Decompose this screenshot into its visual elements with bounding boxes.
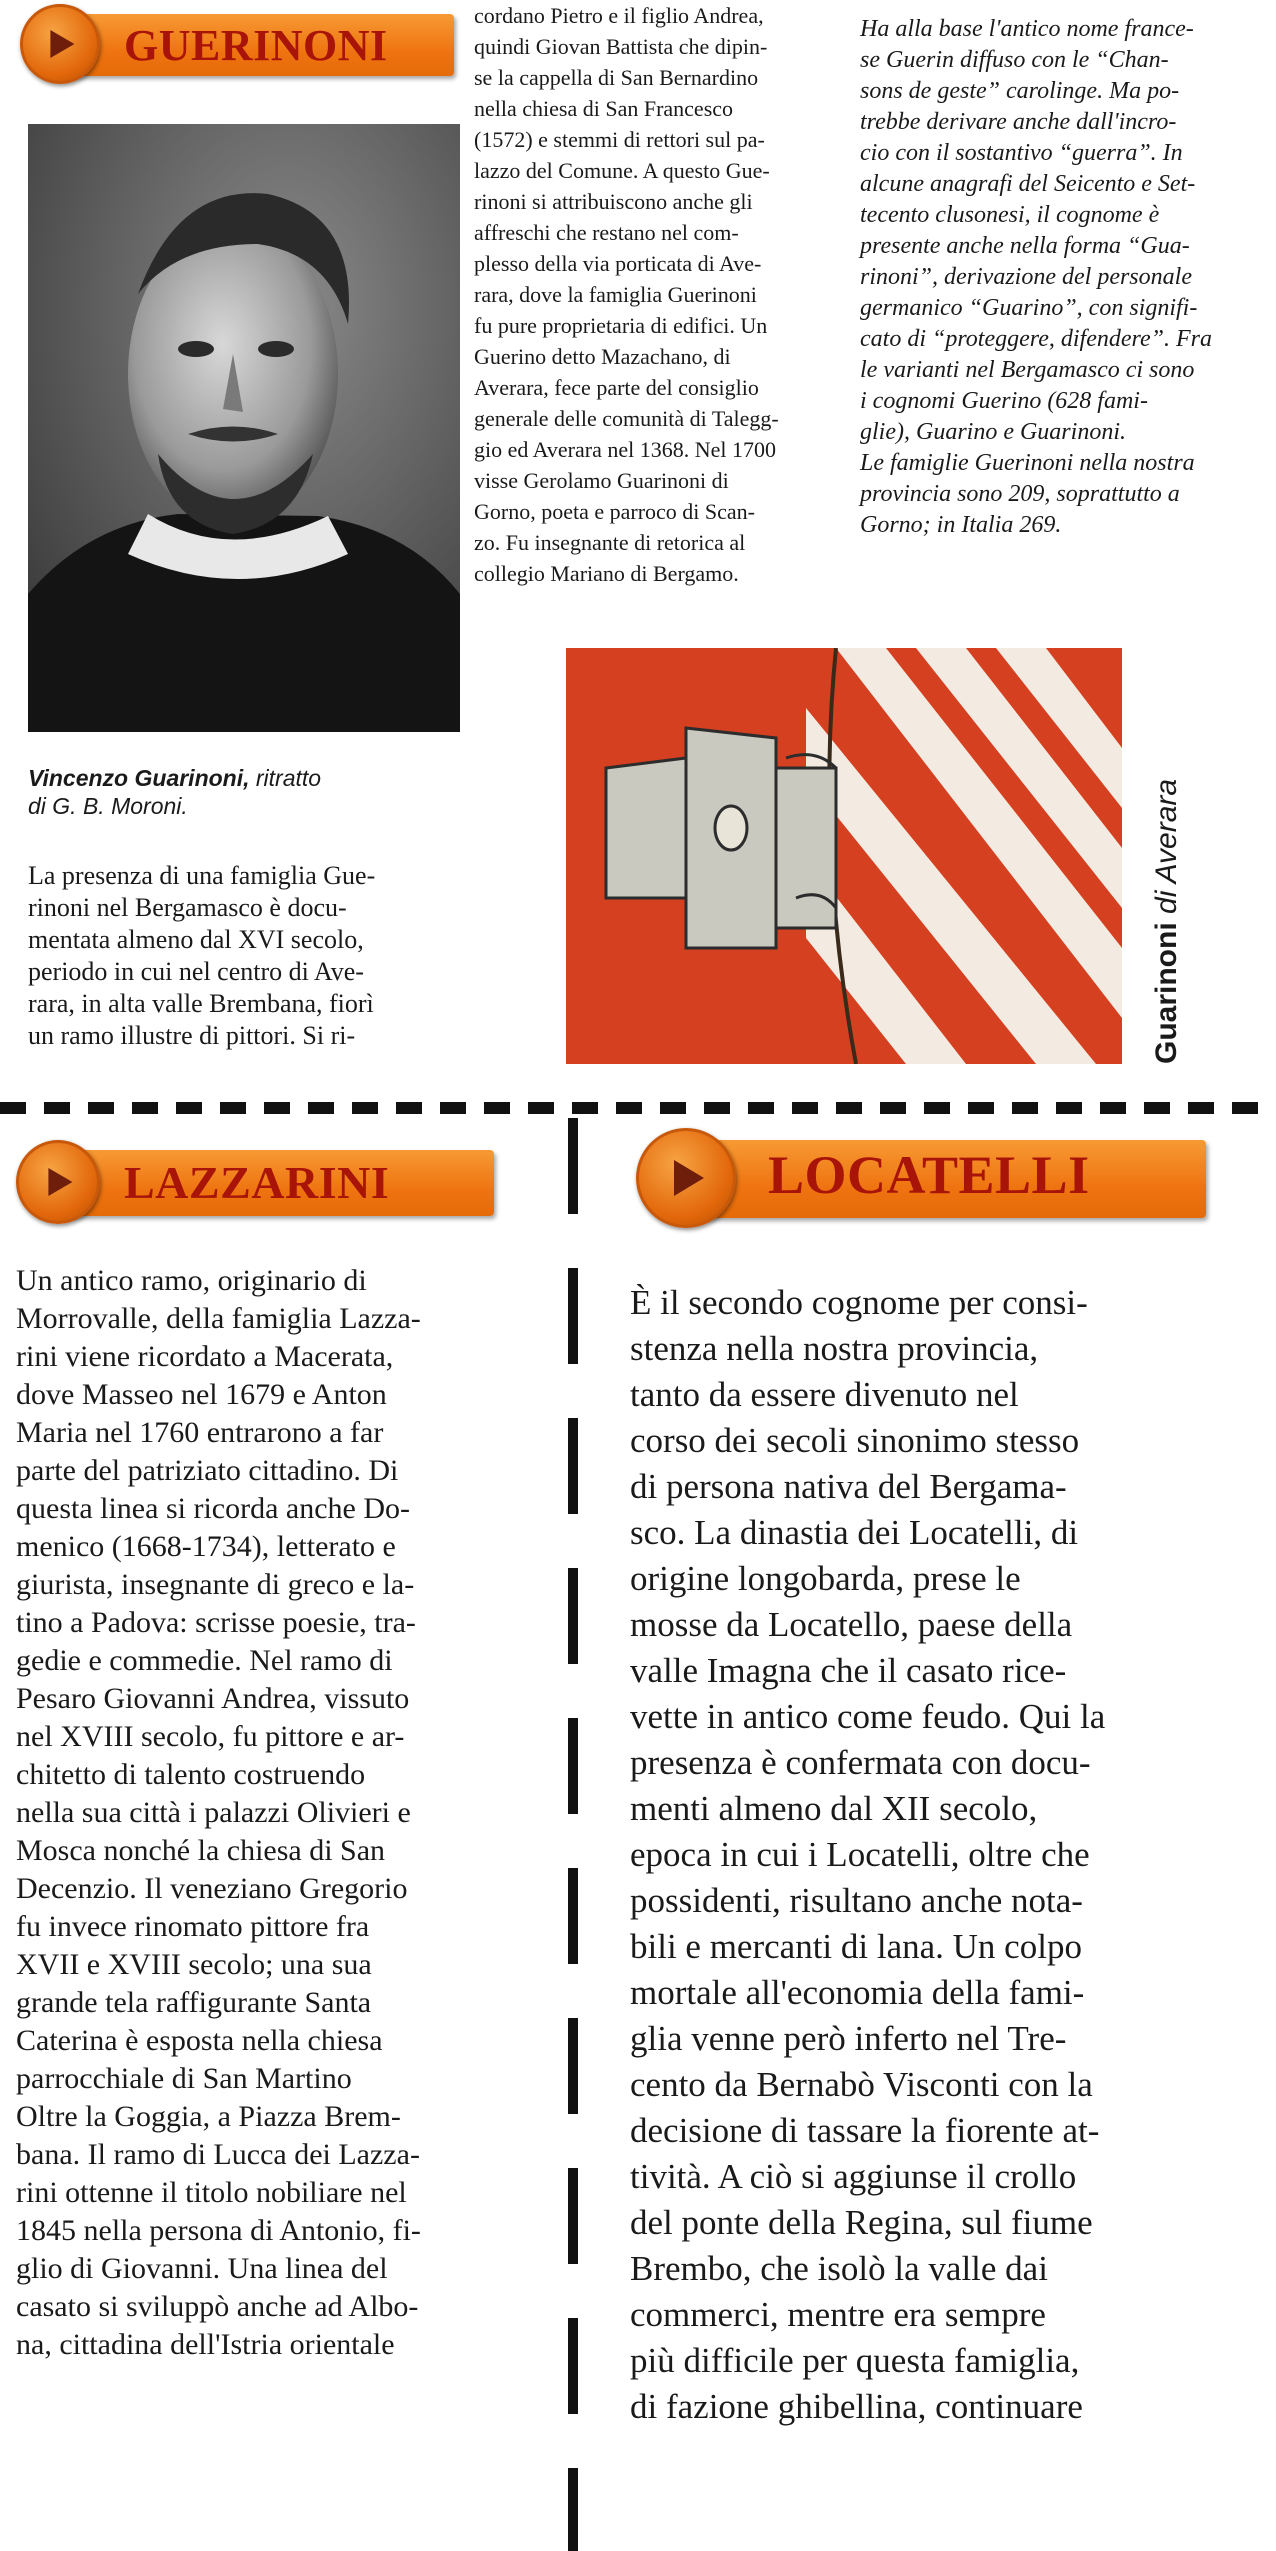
text-line: quindi Giovan Battista che dipin- (474, 34, 768, 59)
portrait-caption (28, 764, 458, 820)
lazzarini-title: LAZZARINI (124, 1157, 390, 1208)
coat-label-place: di Averara (1150, 778, 1183, 914)
text-line: cento da Bernabò Visconti con la (630, 2065, 1093, 2104)
text-line: gedie e commedie. Nel ramo di (16, 1644, 393, 1677)
locatelli-text (630, 1280, 1105, 2430)
text-line: rara, dove la famiglia Guerinoni (474, 282, 757, 307)
text-line: Decenzio. Il veneziano Gregorio (16, 1872, 408, 1905)
text-line: nel XVIII secolo, fu pittore e ar- (16, 1720, 405, 1753)
text-line: tanto da essere divenuto nel (630, 1375, 1019, 1414)
text-line: di fazione ghibellina, continuare (630, 2387, 1083, 2426)
text-line: chitetto di talento costruendo (16, 1758, 366, 1791)
text-line: corso dei secoli sinonimo stesso (630, 1421, 1080, 1460)
text-line: Oltre la Goggia, a Piazza Brem- (16, 2100, 401, 2133)
text-line: periodo in cui nel centro di Ave- (28, 957, 364, 986)
text-line: (1572) e stemmi di rettori sul pa- (474, 127, 765, 152)
text-line: tino a Padova: scrisse poesie, tra- (16, 1606, 416, 1639)
text-line: fu pure proprietaria di edifici. Un (474, 313, 768, 338)
text-line: rinoni nel Bergamasco è docu- (28, 893, 347, 922)
text-line: tività. A ciò si aggiunse il crollo (630, 2157, 1077, 2196)
text-line: i cognomi Guerino (628 fami- (860, 388, 1148, 414)
text-line: nella sua città i palazzi Olivieri e (16, 1796, 411, 1829)
text-line: origine longobarda, prese le (630, 1559, 1021, 1598)
text-line: gio ed Averara nel 1368. Nel 1700 (474, 437, 777, 462)
text-line: Un antico ramo, originario di (16, 1264, 367, 1297)
text-line: se la cappella di San Bernardino (474, 65, 759, 90)
coat-of-arms-figure (566, 648, 1122, 1064)
text-line: 1845 nella persona di Antonio, fi- (16, 2214, 421, 2247)
text-line: glio di Giovanni. Una linea del (16, 2252, 388, 2285)
text-line: È il secondo cognome per consi- (630, 1283, 1088, 1322)
text-line: Gorno; in Italia 269. (860, 512, 1062, 538)
text-line: zo. Fu insegnante di retorica al (474, 530, 746, 555)
text-line: sco. La dinastia dei Locatelli, di (630, 1513, 1079, 1552)
text-line: decisione di tassare la fiorente at- (630, 2111, 1100, 2150)
text-line: collegio Mariano di Bergamo. (474, 561, 739, 586)
text-line: grande tela raffigurante Santa (16, 1986, 372, 2019)
text-line: commerci, mentre era sempre (630, 2295, 1046, 2334)
text-line: Gorno, poeta e parroco di Scan- (474, 499, 756, 524)
guerinoni-middle-text (474, 0, 840, 589)
portrait-image (28, 124, 460, 732)
text-line: parrocchiale di San Martino (16, 2062, 352, 2095)
locatelli-play-icon (636, 1128, 736, 1228)
text-line: na, cittadina dell'Istria orientale (16, 2328, 395, 2361)
text-line: rara, in alta valle Brembana, fiorì (28, 989, 374, 1018)
text-line: trebbe derivare anche dall'incro- (860, 109, 1177, 135)
text-line: tecento clusonesi, il cognome è (860, 202, 1160, 228)
text-line: giurista, insegnante di greco e la- (16, 1568, 415, 1601)
text-line: menti almeno dal XII secolo, (630, 1789, 1038, 1828)
portrait-figure (28, 124, 460, 732)
guerinoni-title: GUERINONI (124, 21, 388, 70)
coat-of-arms-image (566, 648, 1122, 1064)
text-line: mortale all'economia della fami- (630, 1973, 1085, 2012)
text-line: Le famiglie Guerinoni nella nostra (860, 450, 1195, 476)
text-line: casato si sviluppò anche ad Albo- (16, 2290, 419, 2323)
text-line: mosse da Locatello, paese della (630, 1605, 1073, 1644)
vertical-dashed-divider (568, 1118, 578, 2551)
text-line: generale delle comunità di Talegg- (474, 406, 779, 431)
text-line: glia venne però inferto nel Tre- (630, 2019, 1067, 2058)
text-line: bana. Il ramo di Lucca dei Lazza- (16, 2138, 420, 2171)
text-line: presenza è confermata con docu- (630, 1743, 1091, 1782)
coat-label-family: Guarinoni (1150, 922, 1183, 1064)
locatelli-title: LOCATELLI (768, 1145, 1090, 1205)
text-line: fu invece rinomato pittore fra (16, 1910, 370, 1943)
text-line: alcune anagrafi del Seicento e Set- (860, 171, 1196, 197)
text-line: menico (1668-1734), letterato e (16, 1530, 396, 1563)
text-line: stenza nella nostra provincia, (630, 1329, 1039, 1368)
text-line: le varianti nel Bergamasco ci sono (860, 357, 1195, 383)
text-line: rini viene ricordato a Macerata, (16, 1340, 394, 1373)
text-line: affreschi che restano nel com- (474, 220, 739, 245)
text-line: parte del patriziato cittadino. Di (16, 1454, 399, 1487)
lazzarini-text (16, 1262, 421, 2364)
text-line: plesso della via porticata di Ave- (474, 251, 762, 276)
text-line: mentata almeno dal XVI secolo, (28, 925, 364, 954)
text-line: Morrovalle, della famiglia Lazza- (16, 1302, 421, 1335)
text-line: cordano Pietro e il figlio Andrea, (474, 3, 764, 28)
text-line: presente anche nella forma “Gua- (860, 233, 1190, 259)
text-line: visse Gerolamo Guarinoni di (474, 468, 729, 493)
guerinoni-intro-text (28, 860, 458, 1052)
text-line: valle Imagna che il casato rice- (630, 1651, 1067, 1690)
text-line: un ramo illustre di pittori. Si ri- (28, 1021, 356, 1050)
text-line: cato di “proteggere, difendere”. Fra (860, 326, 1212, 352)
text-line: bili e mercanti di lana. Un colpo (630, 1927, 1082, 1966)
guerinoni-origin-text (860, 14, 1262, 541)
text-line: germanico “Guarino”, con signifi- (860, 295, 1198, 321)
text-line: Maria nel 1760 entrarono a far (16, 1416, 384, 1449)
text-line: possidenti, risultano anche nota- (630, 1881, 1083, 1920)
lazzarini-play-icon (16, 1140, 100, 1224)
coat-of-arms-label (1150, 779, 1184, 1064)
text-line: cio con il sostantivo “guerra”. In (860, 140, 1183, 166)
text-line: Guerino detto Mazachano, di (474, 344, 731, 369)
guerinoni-play-icon (20, 4, 100, 84)
text-line: rinoni”, derivazione del personale (860, 264, 1192, 290)
text-line: Ha alla base l'antico nome france- (860, 16, 1194, 42)
text-line: sons de geste” carolinge. Ma po- (860, 78, 1180, 104)
text-line: glie), Guarino e Guarinoni. (860, 419, 1126, 445)
text-line: lazzo del Comune. A questo Gue- (474, 158, 770, 183)
caption-name: Vincenzo Guarinoni, (28, 765, 250, 791)
text-line: dove Masseo nel 1679 e Anton (16, 1378, 387, 1411)
text-line: rinoni si attribuiscono anche gli (474, 189, 753, 214)
text-line: epoca in cui i Locatelli, oltre che (630, 1835, 1090, 1874)
text-line: provincia sono 209, soprattutto a (860, 481, 1180, 507)
text-line: Pesaro Giovanni Andrea, vissuto (16, 1682, 410, 1715)
caption-rest: ritratto (255, 765, 322, 791)
text-line: di persona nativa del Bergama- (630, 1467, 1067, 1506)
text-line: più difficile per questa famiglia, (630, 2341, 1080, 2380)
text-line: La presenza di una famiglia Gue- (28, 861, 376, 890)
text-line: Caterina è esposta nella chiesa (16, 2024, 383, 2057)
horizontal-dashed-divider (0, 1102, 1276, 1114)
caption-line-2: di G. B. Moroni. (28, 793, 188, 819)
text-line: XVII e XVIII secolo; una sua (16, 1948, 372, 1981)
text-line: se Guerin diffuso con le “Chan- (860, 47, 1169, 73)
text-line: Brembo, che isolò la valle dai (630, 2249, 1048, 2288)
text-line: nella chiesa di San Francesco (474, 96, 734, 121)
text-line: Mosca nonché la chiesa di San (16, 1834, 386, 1867)
text-line: rini ottenne il titolo nobiliare nel (16, 2176, 407, 2209)
text-line: questa linea si ricorda anche Do- (16, 1492, 410, 1525)
text-line: vette in antico come feudo. Qui la (630, 1697, 1106, 1736)
text-line: Averara, fece parte del consiglio (474, 375, 759, 400)
text-line: del ponte della Regina, sul fiume (630, 2203, 1093, 2242)
